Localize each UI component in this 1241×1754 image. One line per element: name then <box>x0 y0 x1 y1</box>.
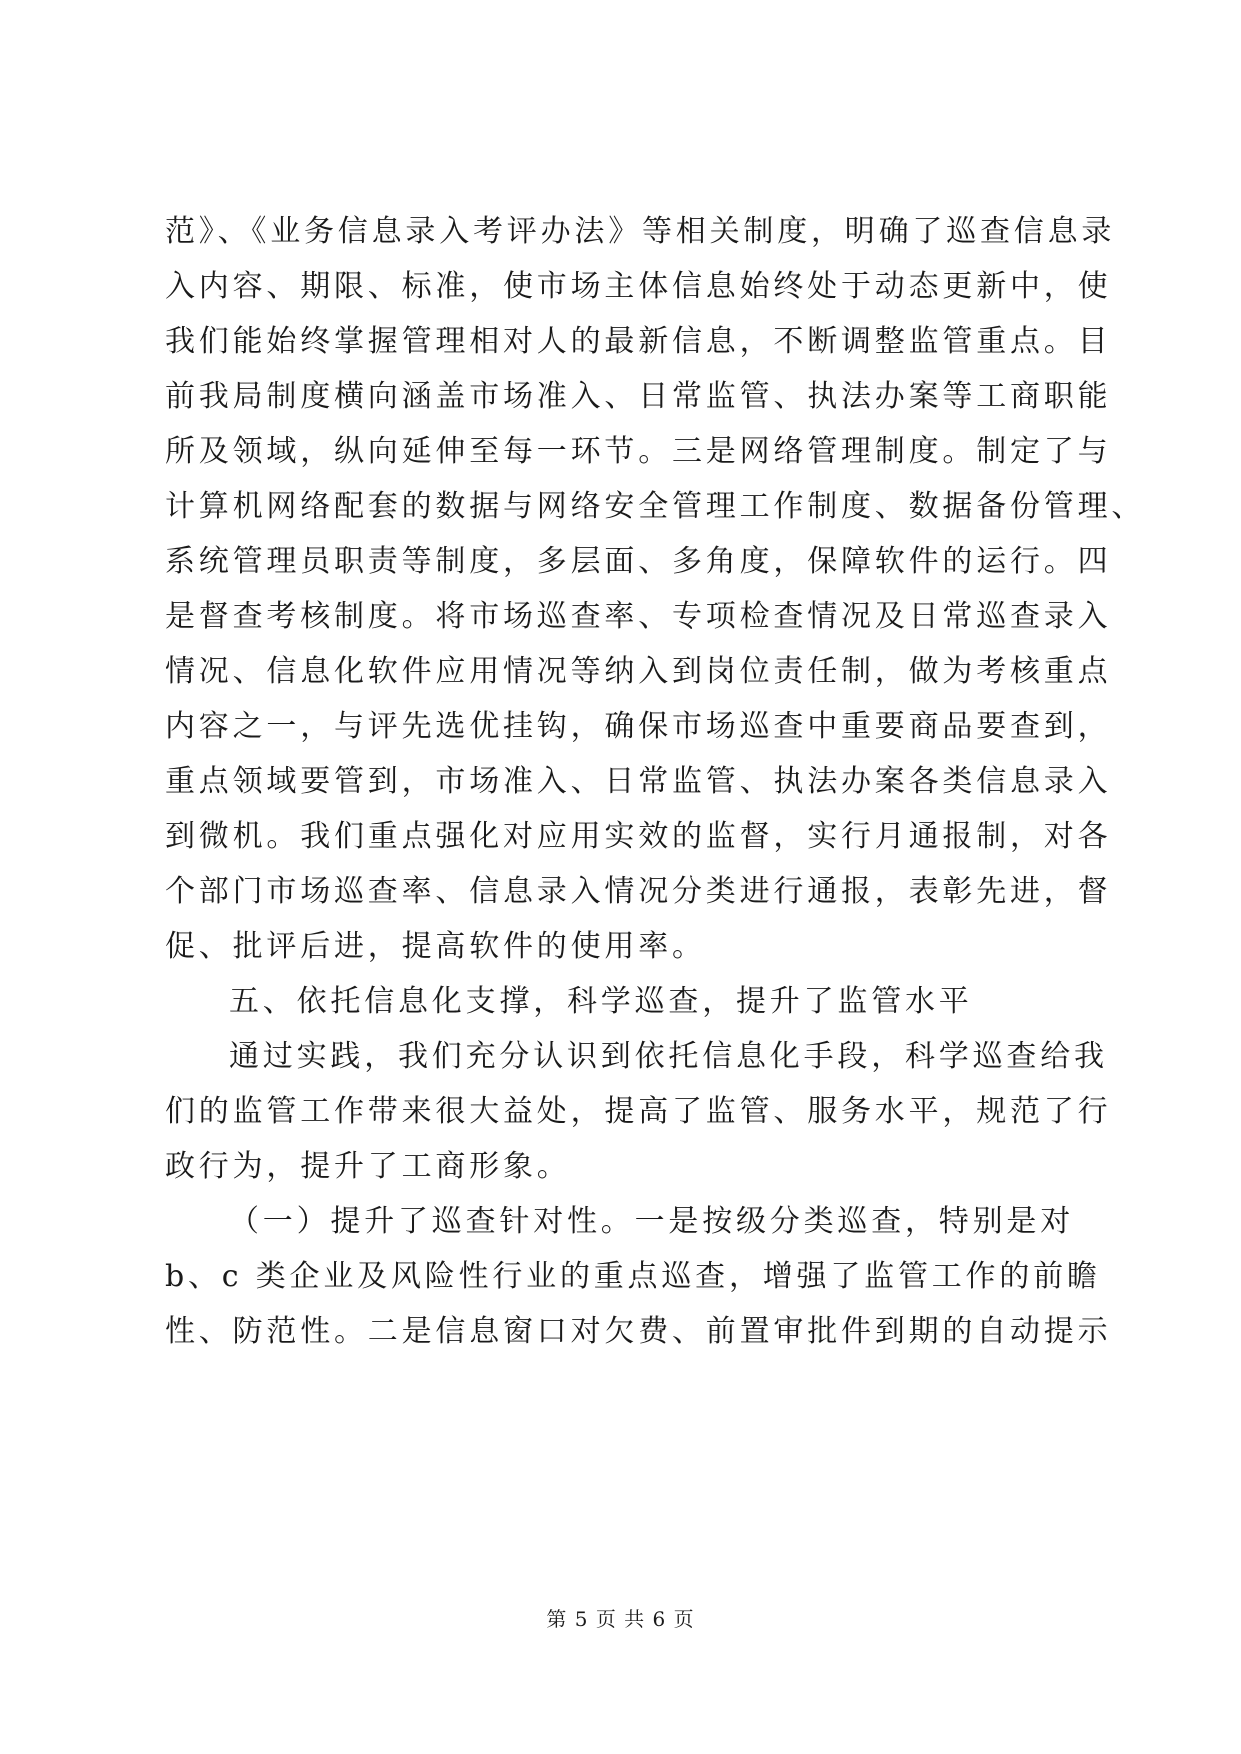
body-text-line: 我们能始终掌握管理相对人的最新信息，不断调整监管重点。目 <box>165 324 1112 359</box>
body-text-line: 范》、《业务信息录入考评办法》等相关制度，明确了巡查信息录 <box>165 214 1116 249</box>
section-heading: 五、依托信息化支撑，科学巡查，提升了监管水平 <box>229 984 973 1019</box>
body-text-line: 内容之一，与评先选优挂钩，确保市场巡查中重要商品要查到， <box>165 709 1112 744</box>
page-number-footer: 第 5 页 共 6 页 <box>546 1607 695 1631</box>
paragraph-first-line: 通过实践，我们充分认识到依托信息化手段，科学巡查给我 <box>229 1039 1108 1074</box>
body-text-line: 促、批评后进，提高软件的使用率。 <box>165 929 706 964</box>
body-text-line: 们的监管工作带来很大益处，提高了监管、服务水平，规范了行 <box>165 1094 1112 1129</box>
body-text-line: 重点领域要管到，市场准入、日常监管、执法办案各类信息录入 <box>165 764 1112 799</box>
subsection-first-line: （一）提升了巡查针对性。一是按级分类巡查，特别是对 <box>229 1204 1074 1239</box>
body-text-line: 所及领域，纵向延伸至每一环节。三是网络管理制度。制定了与 <box>165 434 1112 469</box>
body-text-line: 性、防范性。二是信息窗口对欠费、前置审批件到期的自动提示 <box>165 1314 1112 1349</box>
body-text-line: 政行为，提升了工商形象。 <box>165 1149 571 1184</box>
body-text-line: 个部门市场巡查率、信息录入情况分类进行通报，表彰先进，督 <box>165 874 1112 909</box>
body-text-line: 情况、信息化软件应用情况等纳入到岗位责任制，做为考核重点 <box>165 654 1112 689</box>
body-text-line: 计算机网络配套的数据与网络安全管理工作制度、数据备份管理、 <box>165 489 1146 524</box>
body-text-line: b、c 类企业及风险性行业的重点巡查，增强了监管工作的前瞻 <box>165 1259 1101 1294</box>
body-text-line: 前我局制度横向涵盖市场准入、日常监管、执法办案等工商职能 <box>165 379 1112 414</box>
body-text-line: 是督查考核制度。将市场巡查率、专项检查情况及日常巡查录入 <box>165 599 1112 634</box>
body-text-line: 到微机。我们重点强化对应用实效的监督，实行月通报制，对各 <box>165 819 1112 854</box>
body-text-line: 系统管理员职责等制度，多层面、多角度，保障软件的运行。四 <box>165 544 1112 579</box>
body-text-line: 入内容、期限、标准，使市场主体信息始终处于动态更新中，使 <box>165 269 1112 304</box>
